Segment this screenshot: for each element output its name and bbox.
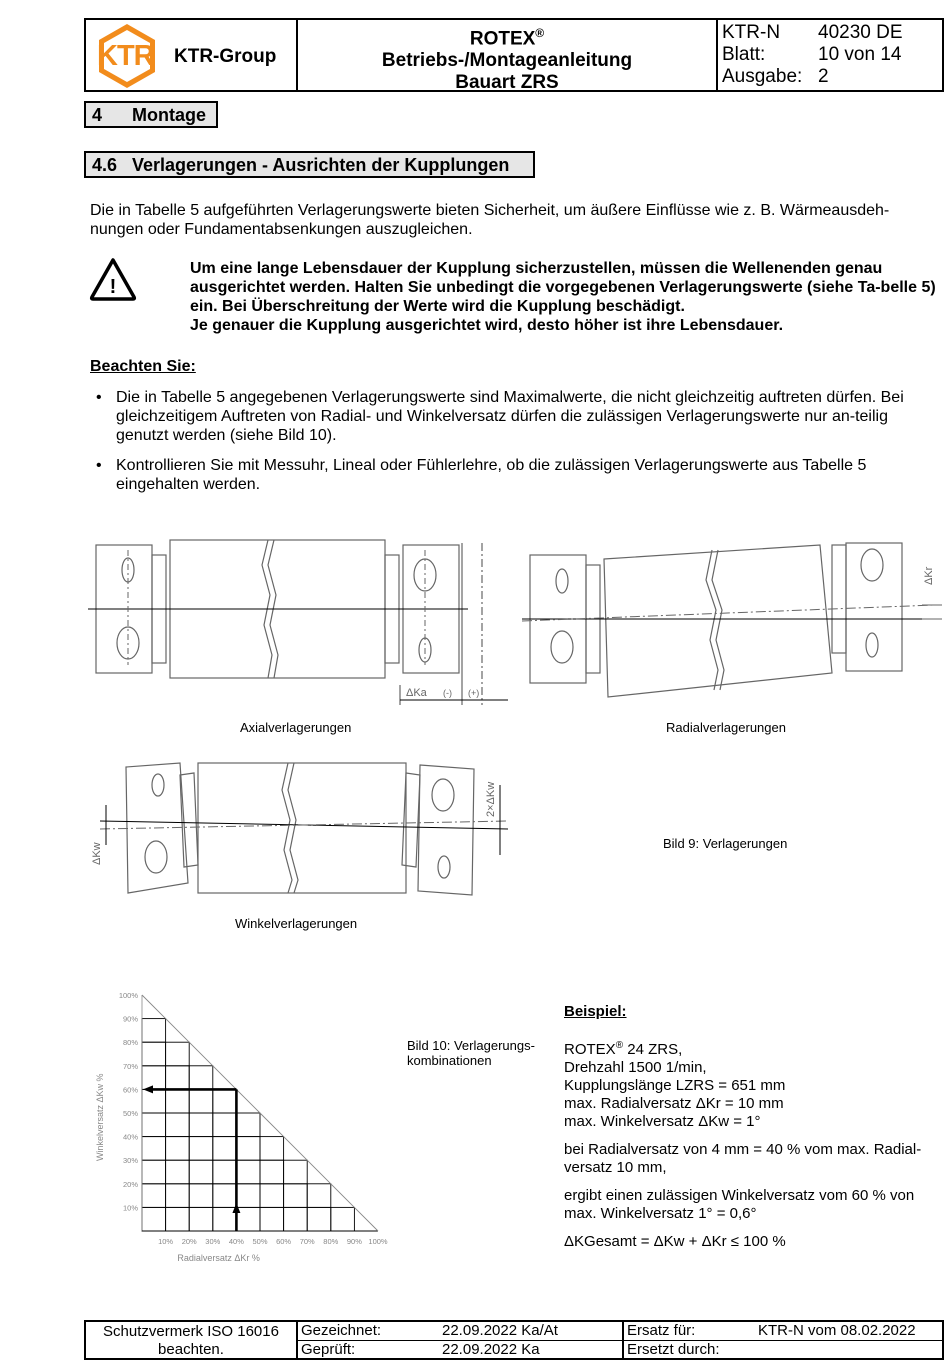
section-title: Verlagerungen - Ausrichten der Kupplungen — [132, 155, 510, 175]
y-tick-label: 60% — [122, 1085, 138, 1095]
example-product-reg: ® — [615, 1040, 624, 1051]
grid-cell — [236, 1184, 260, 1208]
example-product-rest: 24 ZRS, — [623, 1041, 683, 1058]
grid-cell — [236, 1137, 260, 1161]
header-table — [84, 18, 944, 92]
grid-cell — [236, 1113, 260, 1137]
drawn-label: Gezeichnet: — [301, 1322, 382, 1339]
y-axis-label: Winkelversatz ΔKw % — [95, 1073, 105, 1161]
grid-cell — [213, 1137, 237, 1161]
grid-cell — [166, 1160, 190, 1184]
grid-cell — [284, 1160, 308, 1184]
section-number: 4 — [92, 105, 103, 125]
figure10-caption-line1: Bild 10: Verlagerungs- — [407, 1038, 535, 1053]
x-tick-label: 10% — [158, 1237, 174, 1246]
grid-cell — [142, 1019, 166, 1043]
y-tick-label: 70% — [122, 1061, 138, 1071]
warning-icon — [88, 256, 138, 302]
grid-cell — [307, 1184, 331, 1208]
y-tick-label: 20% — [122, 1179, 138, 1189]
header-title-cell — [298, 20, 718, 94]
grid-cell — [166, 1184, 190, 1208]
grid-cell — [166, 1113, 190, 1137]
x-tick-label: 90% — [346, 1237, 362, 1246]
y-tick-label: 10% — [122, 1203, 138, 1213]
section-number: 4.6 — [92, 155, 118, 175]
grid-cell — [166, 1042, 190, 1066]
replaces-value: KTR-N vom 08.02.2022 — [758, 1322, 916, 1339]
grid-cell — [260, 1137, 284, 1161]
x-tick-label: 50% — [252, 1237, 268, 1246]
drawn-value: 22.09.2022 Ka/At — [442, 1322, 558, 1339]
grid-cell — [142, 1066, 166, 1090]
section-title: Montage — [132, 105, 206, 125]
grid-cell — [142, 1113, 166, 1137]
example-block — [564, 1003, 944, 1251]
grid-cell — [166, 1207, 190, 1231]
replaces-label: Ersatz für: — [627, 1322, 696, 1339]
y-tick-label: 50% — [122, 1109, 138, 1118]
label-kw: ΔKw — [91, 842, 103, 865]
footer-protection-cell — [86, 1322, 298, 1358]
y-tick-label: 90% — [122, 1014, 138, 1024]
x-tick-label: 100% — [368, 1237, 388, 1246]
grid-cell — [189, 1207, 213, 1231]
x-tick-label: 20% — [181, 1237, 197, 1246]
displacement-combination-chart — [90, 985, 400, 1275]
grid-cell — [236, 1207, 260, 1231]
grid-cell — [189, 1113, 213, 1137]
doc-value: 40230 DE — [818, 22, 903, 43]
grid-cell — [189, 1066, 213, 1090]
grid-cell — [166, 1066, 190, 1090]
example-angular: max. Winkelversatz ΔKw = 1° — [564, 1113, 761, 1130]
replaced-by-label: Ersetzt durch: — [627, 1341, 720, 1358]
label-2kw: 2×ΔKw — [485, 781, 497, 817]
grid-cell — [142, 1137, 166, 1161]
grid-cell — [166, 1137, 190, 1161]
grid-cell — [260, 1207, 284, 1231]
example-text-radial: bei Radialversatz von 4 mm = 40 % vom max. Radial-versatz 10 mm, — [564, 1141, 922, 1176]
list-item: • Kontrollieren Sie mit Messuhr, Lineal oder Fühlerlehre, ob die zulässigen Verlagerungswerte aus Tabelle 5 eingehalten werden. — [90, 456, 942, 494]
title-line2: Betriebs-/Montageanleitung — [381, 50, 633, 72]
footer-table — [84, 1320, 944, 1360]
grid-cell — [213, 1207, 237, 1231]
warning-text — [190, 259, 942, 335]
grid-cell — [142, 1089, 166, 1113]
title-reg: ® — [535, 26, 545, 40]
grid-cell — [284, 1184, 308, 1208]
label-kr: ΔKr — [923, 566, 935, 585]
label-ka: ΔKa — [406, 687, 427, 699]
x-tick-label: 70% — [299, 1237, 315, 1246]
caption-radial: Radialverlagerungen — [666, 720, 786, 735]
y-tick-label: 30% — [122, 1156, 138, 1166]
section-heading-4-6 — [84, 151, 535, 178]
grid-cell — [142, 1042, 166, 1066]
x-tick-label: 40% — [228, 1237, 244, 1246]
grid-cell — [142, 1207, 166, 1231]
x-tick-label: 80% — [323, 1237, 339, 1246]
example-arrow-left-icon — [143, 1085, 153, 1093]
label-minus: (-) — [443, 688, 452, 698]
figure9-caption: Bild 9: Verlagerungen — [663, 836, 788, 851]
y-tick-label: 40% — [122, 1132, 138, 1142]
axial-displacement-drawing — [88, 535, 508, 710]
grid-cell — [284, 1207, 308, 1231]
grid-cell — [189, 1160, 213, 1184]
example-radial: max. Radialversatz ΔKr = 10 mm — [564, 1095, 784, 1112]
checked-value: 22.09.2022 Ka — [442, 1341, 540, 1358]
svg-text:!: ! — [109, 276, 117, 298]
note-heading: Beachten Sie: — [90, 358, 196, 375]
caption-angular: Winkelverlagerungen — [235, 916, 358, 931]
label-plus: (+) — [468, 688, 480, 698]
grid-cell — [307, 1207, 331, 1231]
example-length: Kupplungslänge LZRS = 651 mm — [564, 1077, 786, 1094]
sheet-label: Blatt: — [722, 44, 766, 65]
example-speed: Drehzahl 1500 1/min, — [564, 1059, 707, 1076]
edition-label: Ausgabe: — [722, 66, 803, 87]
grid-cell — [236, 1160, 260, 1184]
grid-cell — [166, 1089, 190, 1113]
doc-label: KTR-N — [722, 22, 781, 43]
section-heading-4 — [84, 101, 218, 128]
grid-cell — [213, 1160, 237, 1184]
protection-line2: beachten. — [158, 1341, 224, 1358]
header-logo-cell — [86, 20, 298, 90]
figure10-caption-line2: kombinationen — [407, 1053, 492, 1068]
grid-cell — [189, 1137, 213, 1161]
grid-cell — [260, 1184, 284, 1208]
example-heading: Beispiel: — [564, 1003, 627, 1020]
radial-displacement-drawing — [522, 535, 942, 710]
example-arrow-up-icon — [232, 1203, 240, 1213]
grid-cell — [189, 1184, 213, 1208]
footer-replacement-cell — [624, 1322, 942, 1358]
grid-cell — [260, 1160, 284, 1184]
example-product: ROTEX — [564, 1041, 616, 1058]
brand-name: KTR-Group — [174, 46, 277, 67]
example-text-angular: ergibt einen zulässigen Winkelversatz vom 60 % von max. Winkelversatz 1° = 0,6° — [564, 1187, 915, 1222]
x-axis-label: Radialversatz ΔKr % — [177, 1253, 260, 1263]
footer-dates-cell — [298, 1322, 624, 1358]
grid-cell — [213, 1113, 237, 1137]
grid-cell — [142, 1184, 166, 1208]
grid-cell — [142, 1160, 166, 1184]
example-formula: ΔKGesamt = ΔKw + ΔKr ≤ 100 % — [564, 1233, 786, 1250]
header-meta-cell — [718, 20, 942, 90]
logo-text: KTR — [97, 40, 154, 72]
grid-cell — [213, 1089, 237, 1113]
intro-paragraph: Die in Tabelle 5 aufgeführten Verlagerungswerte bieten Sicherheit, um äußere Einflüsse wie z. B. Wärmeausdeh-nungen oder Fundamentabsenkungen auszugleichen. — [90, 202, 890, 238]
checked-label: Geprüft: — [301, 1341, 356, 1358]
grid-cell — [331, 1207, 355, 1231]
title-line1: ROTEX — [469, 28, 536, 50]
sheet-value: 10 von 14 — [818, 44, 902, 65]
y-tick-label: 80% — [122, 1038, 138, 1048]
note-list — [90, 388, 942, 505]
warning-line2: Je genauer die Kupplung ausgerichtet wird, desto höher ist ihre Lebensdauer. — [190, 317, 784, 334]
x-tick-label: 30% — [205, 1237, 221, 1246]
angular-displacement-drawing — [88, 755, 518, 905]
grid-cell — [189, 1089, 213, 1113]
caption-axial: Axialverlagerungen — [240, 720, 352, 735]
edition-value: 2 — [818, 66, 829, 87]
title-line3: Bauart ZRS — [455, 72, 559, 94]
y-tick-label: 100% — [118, 991, 138, 1000]
x-tick-label: 60% — [276, 1237, 292, 1246]
figure10-caption — [407, 1038, 535, 1068]
warning-line1: Um eine lange Lebensdauer der Kupplung sicherzustellen, müssen die Wellenenden genau ausgerichtet werden. Halten Sie unbedingt die vorgegebenen Verlagerungswerte (siehe Ta-belle 5) ein. Bei Überschreitung der Werte wird die Kupplung beschädigt. — [190, 260, 936, 315]
protection-line1: Schutzvermerk ISO 16016 — [103, 1323, 279, 1340]
list-item: • Die in Tabelle 5 angegebenen Verlagerungswerte sind Maximalwerte, die nicht gleichzeitig auftreten dürfen. Bei gleichzeitigem Auftreten von Radial- und Winkelversatz dürfen die zulässigen Verlagerungswerte nur an-teilig genutzt werden (siehe Bild 10). — [90, 388, 942, 445]
grid-cell — [213, 1184, 237, 1208]
